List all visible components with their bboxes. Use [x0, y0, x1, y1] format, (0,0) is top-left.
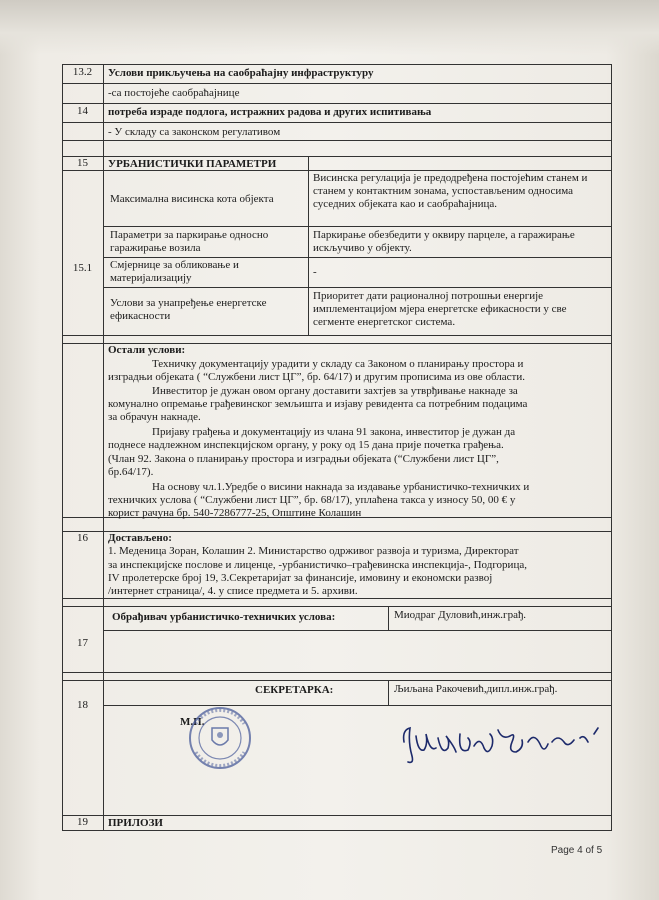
paragraph-line: корист рачуна бр. 540-7286777-25, Општине Колашин	[108, 507, 362, 519]
row-number: 19	[77, 816, 88, 828]
delivered-line: 1. Меденица Зоран, Колашин 2. Министарство одрживог развоја и туризма, Директорат	[108, 545, 519, 557]
paragraph-line: (Члан 92. Закона о планирању простора и изградњи објеката (“Службени лист ЦГ”,	[108, 453, 499, 465]
other-conditions-title: Остали услови:	[108, 344, 186, 356]
seal-place-label: М.П.	[180, 716, 205, 728]
paragraph-line: изградњи објеката ( “Службени лист ЦГ”, бр. 64/17) и другим прописима из ове области.	[108, 371, 525, 383]
page-number: Page 4 of 5	[551, 845, 603, 856]
parameter-value: Висинска регулација је предодређена постојећим станем и станем у контактним зонама, успостављеним односима суседних објеката као и саобраћајница.	[313, 172, 588, 210]
paragraph-line: Инвеститор је дужан овом органу доставити захтјев за утврђивање накнаде за	[152, 385, 518, 397]
secretary-name: Љиљана Ракочевић,дипл.инж.грађ.	[394, 683, 558, 695]
paragraph-line: поднесе надлежном инспекцијском органу, у року од 15 дана прије почетка грађења.	[108, 439, 504, 451]
delivered-line: IV пролетерске број 19, 3.Секретаријат за финансије, имовину и економски развој	[108, 572, 493, 584]
paragraph-line: комунално опремање грађевинског земљишта и изјаву ревидента са потребним подацима	[108, 398, 528, 410]
row-value: - У складу са законском регулативом	[108, 126, 281, 138]
parameter-label: Услови за унапређење енергетске ефикасности	[110, 297, 267, 322]
parameter-label: Максимална висинска кота објекта	[110, 193, 274, 205]
parameter-label: Смјернице за обликовање и материјализацију	[110, 259, 239, 284]
parameter-value: Приоритет дати рационалној потрошњи енергије имплементацијом мјера енергетске ефикасности у све сегменте енергетског система.	[313, 290, 567, 328]
paragraph-line: техничких услова ( “Службени лист ЦГ”, бр. 68/17), уплаћена такса у износу 50, 00 € у	[108, 494, 516, 506]
delivered-title: Достављено:	[108, 532, 172, 544]
row-value: -са постојеће саобраћајнице	[108, 87, 240, 99]
delivered-line: за инспекцијске послове и лиценце, -урбанистичко–грађевинска инспекција-, Подгорица,	[108, 559, 527, 571]
signature	[398, 712, 608, 767]
paragraph-line: за обрачун накнаде.	[108, 411, 201, 423]
row-number: 17	[77, 637, 88, 649]
secretary-title: СЕКРЕТАРКА:	[255, 684, 334, 696]
paragraph-line: Техничку документацију урадити у складу са Законом о планирању простора и	[152, 358, 524, 370]
processor-name: Миодраг Дуловић,инж.грађ.	[394, 609, 527, 621]
attachments-title: ПРИЛОЗИ	[108, 817, 163, 829]
row-number: 16	[77, 532, 88, 544]
parameter-value: Паркирање обезбедити у оквиру парцеле, а гаражирање искључиво у објекту.	[313, 229, 575, 254]
parameter-label: Параметри за паркирање односно гаражирање возила	[110, 229, 269, 254]
page-shadow	[0, 0, 659, 55]
processor-title: Обрађивач урбанистичко-техничких услова:	[112, 611, 336, 623]
row-number: 13.2	[72, 66, 93, 78]
section-title: УРБАНИСТИЧКИ ПАРАМЕТРИ	[108, 158, 277, 170]
paragraph-line: бр.64/17).	[108, 466, 154, 478]
row-title: Услови прикључења на саобраћајну инфраструктуру	[108, 67, 374, 79]
row-number: 15	[77, 157, 88, 169]
paragraph-line: На основу чл.1.Уредбе о висини накнада за издавање урбанистичко-техничких и	[152, 481, 530, 493]
official-stamp	[188, 706, 252, 770]
row-number: 14	[77, 105, 88, 117]
parameter-value: -	[313, 266, 317, 278]
row-number: 18	[77, 699, 88, 711]
row-number: 15.1	[72, 262, 93, 274]
delivered-line: /интернет страница/, 4. у списе предмета и 5. архиви.	[108, 585, 358, 597]
row-title: потреба израде подлога, истражних радова и других испитивања	[108, 106, 432, 118]
paragraph-line: Пријаву грађења и документацију из члана 91 закона, инвеститор је дужан да	[152, 426, 516, 438]
